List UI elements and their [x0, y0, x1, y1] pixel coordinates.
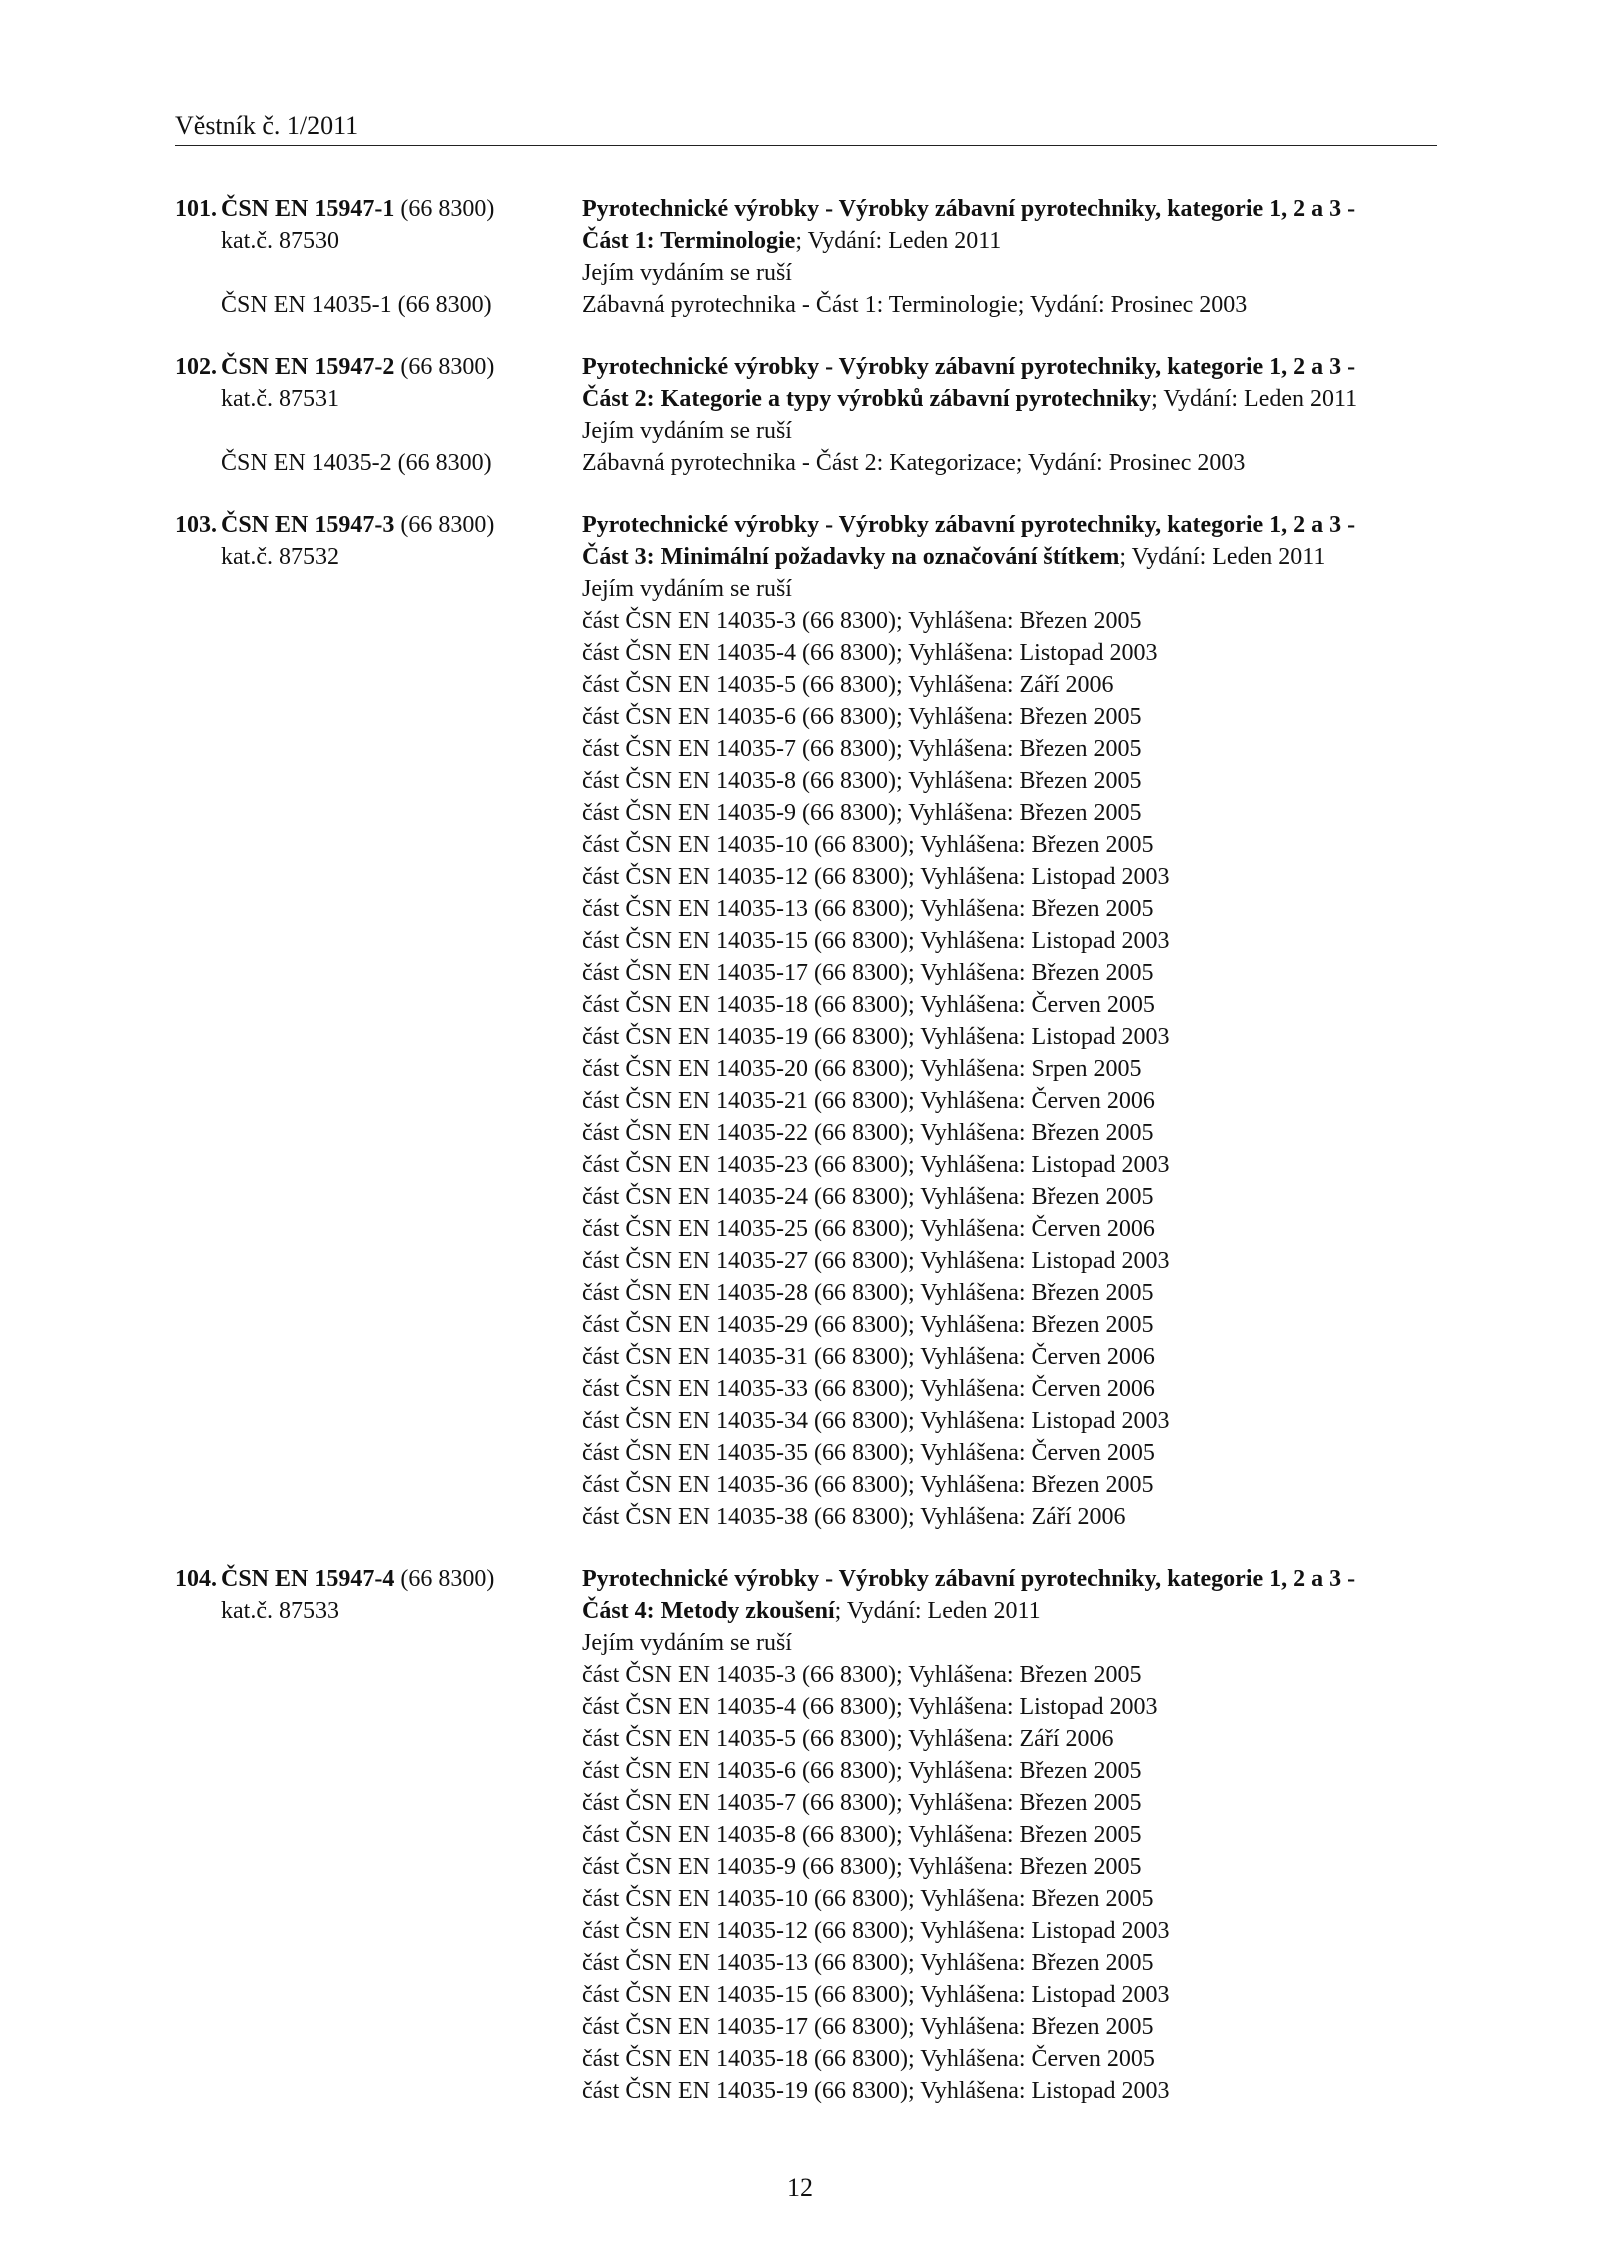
entry-identifier — [0, 1563, 582, 1595]
cancelled-part: část ČSN EN 14035-25 (66 8300); Vyhlášena: Červen 2006 — [582, 1216, 1155, 1242]
standard-title-line: Pyrotechnické výrobky - Výrobky zábavní pyrotechniky, kategorie 1, 2 a 3 - — [582, 196, 1356, 222]
standard-class: (66 8300) — [394, 512, 495, 538]
entry-number: 104. — [175, 1566, 217, 1592]
standard-code: ČSN EN 15947-4 — [221, 1566, 395, 1592]
entry-part-row — [0, 383, 1600, 415]
cancels-label: Jejím vydáním se ruší — [582, 1630, 792, 1656]
cancelled-part: část ČSN EN 14035-10 (66 8300); Vyhlášena: Březen 2005 — [582, 832, 1154, 858]
standard-entry-104 — [0, 1563, 1600, 2107]
standard-title-line: Pyrotechnické výrobky - Výrobky zábavní pyrotechniky, kategorie 1, 2 a 3 - — [582, 512, 1356, 538]
cancelled-part: část ČSN EN 14035-19 (66 8300); Vyhlášena: Listopad 2003 — [582, 1024, 1170, 1050]
cancelled-part: část ČSN EN 14035-7 (66 8300); Vyhlášena: Březen 2005 — [582, 736, 1142, 762]
entry-title-row — [0, 1563, 1600, 1595]
standard-title-line: Pyrotechnické výrobky - Výrobky zábavní pyrotechniky, kategorie 1, 2 a 3 - — [582, 1566, 1356, 1592]
cancelled-part: část ČSN EN 14035-15 (66 8300); Vyhlášena: Listopad 2003 — [582, 1982, 1170, 2008]
standard-class: (66 8300) — [394, 196, 495, 222]
entry-identifier — [0, 351, 582, 383]
cancelled-part: část ČSN EN 14035-24 (66 8300); Vyhlášena: Březen 2005 — [582, 1184, 1154, 1210]
cancelled-part: část ČSN EN 14035-22 (66 8300); Vyhlášena: Březen 2005 — [582, 1120, 1154, 1146]
page-number: 12 — [787, 2173, 813, 2202]
entry-title-row — [0, 509, 1600, 541]
entry-number: 103. — [175, 512, 217, 538]
cancelled-part: část ČSN EN 14035-4 (66 8300); Vyhlášena: Listopad 2003 — [582, 1694, 1158, 1720]
cancelled-part: část ČSN EN 14035-18 (66 8300); Vyhlášena: Červen 2005 — [582, 992, 1155, 1018]
standard-code: ČSN EN 15947-3 — [221, 512, 395, 538]
cancelled-part: část ČSN EN 14035-5 (66 8300); Vyhlášena: Září 2006 — [582, 672, 1114, 698]
cancelled-part: část ČSN EN 14035-19 (66 8300); Vyhlášena: Listopad 2003 — [582, 2078, 1170, 2104]
replaced-standard: ČSN EN 14035-1 (66 8300) — [221, 292, 492, 318]
cancelled-part: část ČSN EN 14035-8 (66 8300); Vyhlášena: Březen 2005 — [582, 1822, 1142, 1848]
replaced-row — [0, 447, 1600, 479]
standard-entry-101 — [0, 193, 1600, 321]
catalog-number: kat.č. 87533 — [221, 1598, 339, 1624]
entry-title-row — [0, 351, 1600, 383]
cancels-row — [0, 415, 1600, 447]
cancelled-part: část ČSN EN 14035-10 (66 8300); Vyhlášena: Březen 2005 — [582, 1886, 1154, 1912]
standard-class: (66 8300) — [394, 354, 495, 380]
cancelled-part: část ČSN EN 14035-18 (66 8300); Vyhlášena: Červen 2005 — [582, 2046, 1155, 2072]
cancelled-part: část ČSN EN 14035-38 (66 8300); Vyhlášena: Září 2006 — [582, 1504, 1126, 1530]
cancelled-part: část ČSN EN 14035-17 (66 8300); Vyhlášena: Březen 2005 — [582, 2014, 1154, 2040]
entry-identifier — [0, 509, 582, 541]
standard-code: ČSN EN 15947-1 — [221, 196, 395, 222]
replaced-row — [0, 289, 1600, 321]
entry-number: 101. — [175, 196, 217, 222]
issue-date: ; Vydání: Leden 2011 — [1151, 386, 1358, 412]
cancelled-part: část ČSN EN 14035-36 (66 8300); Vyhlášena: Březen 2005 — [582, 1472, 1154, 1498]
cancelled-part: část ČSN EN 14035-27 (66 8300); Vyhlášena: Listopad 2003 — [582, 1248, 1170, 1274]
cancels-row — [0, 573, 1600, 1533]
cancels-label: Jejím vydáním se ruší — [582, 260, 792, 286]
part-title: Část 4: Metody zkoušení — [582, 1598, 835, 1624]
part-title: Část 2: Kategorie a typy výrobků zábavní pyrotechniky — [582, 386, 1152, 412]
cancelled-part: část ČSN EN 14035-34 (66 8300); Vyhlášena: Listopad 2003 — [582, 1408, 1170, 1434]
cancelled-part: část ČSN EN 14035-12 (66 8300); Vyhlášena: Listopad 2003 — [582, 1918, 1170, 1944]
cancels-row — [0, 257, 1600, 289]
part-title-line — [582, 383, 1600, 415]
standard-title-line: Pyrotechnické výrobky - Výrobky zábavní pyrotechniky, kategorie 1, 2 a 3 - — [582, 354, 1356, 380]
cancelled-part: část ČSN EN 14035-23 (66 8300); Vyhlášena: Listopad 2003 — [582, 1152, 1170, 1178]
cancelled-part: část ČSN EN 14035-31 (66 8300); Vyhlášena: Červen 2006 — [582, 1344, 1155, 1370]
cancels-label: Jejím vydáním se ruší — [582, 576, 792, 602]
cancelled-part: část ČSN EN 14035-9 (66 8300); Vyhlášena: Březen 2005 — [582, 800, 1142, 826]
part-title: Část 1: Terminologie — [582, 228, 796, 254]
cancelled-part: část ČSN EN 14035-21 (66 8300); Vyhlášena: Červen 2006 — [582, 1088, 1155, 1114]
cancelled-list — [582, 573, 1600, 1533]
standards-list — [0, 193, 1600, 2137]
cancelled-part: část ČSN EN 14035-5 (66 8300); Vyhlášena: Září 2006 — [582, 1726, 1114, 1752]
standard-entry-103 — [0, 509, 1600, 1533]
catalog-number: kat.č. 87532 — [221, 544, 339, 570]
cancelled-list — [582, 1627, 1600, 2107]
cancelled-part: část ČSN EN 14035-6 (66 8300); Vyhlášena: Březen 2005 — [582, 704, 1142, 730]
cancelled-part: část ČSN EN 14035-8 (66 8300); Vyhlášena: Březen 2005 — [582, 768, 1142, 794]
cancelled-part: část ČSN EN 14035-20 (66 8300); Vyhlášena: Srpen 2005 — [582, 1056, 1142, 1082]
issue-date: ; Vydání: Leden 2011 — [795, 228, 1002, 254]
entry-identifier — [0, 193, 582, 225]
entry-number: 102. — [175, 354, 217, 380]
header-divider — [175, 145, 1437, 146]
entry-part-row — [0, 541, 1600, 573]
part-title-line — [582, 1595, 1600, 1627]
cancels-label: Jejím vydáním se ruší — [582, 418, 792, 444]
issue-date: ; Vydání: Leden 2011 — [834, 1598, 1041, 1624]
part-title: Část 3: Minimální požadavky na označování štítkem — [582, 544, 1120, 570]
standard-code: ČSN EN 15947-2 — [221, 354, 395, 380]
part-title-line — [582, 225, 1600, 257]
standard-entry-102 — [0, 351, 1600, 479]
replaced-title: Zábavná pyrotechnika - Část 1: Terminologie; Vydání: Prosinec 2003 — [582, 292, 1248, 318]
cancels-row — [0, 1627, 1600, 2107]
cancelled-part: část ČSN EN 14035-33 (66 8300); Vyhlášena: Červen 2006 — [582, 1376, 1155, 1402]
entry-part-row — [0, 1595, 1600, 1627]
catalog-number: kat.č. 87531 — [221, 386, 339, 412]
catalog-number: kat.č. 87530 — [221, 228, 339, 254]
cancelled-part: část ČSN EN 14035-3 (66 8300); Vyhlášena: Březen 2005 — [582, 608, 1142, 634]
replaced-standard: ČSN EN 14035-2 (66 8300) — [221, 450, 492, 476]
entry-title-row — [0, 193, 1600, 225]
cancelled-part: část ČSN EN 14035-13 (66 8300); Vyhlášena: Březen 2005 — [582, 896, 1154, 922]
part-title-line — [582, 541, 1600, 573]
cancelled-part: část ČSN EN 14035-6 (66 8300); Vyhlášena: Březen 2005 — [582, 1758, 1142, 1784]
cancelled-part: část ČSN EN 14035-29 (66 8300); Vyhlášena: Březen 2005 — [582, 1312, 1154, 1338]
cancelled-part: část ČSN EN 14035-35 (66 8300); Vyhlášena: Červen 2005 — [582, 1440, 1155, 1466]
cancelled-part: část ČSN EN 14035-7 (66 8300); Vyhlášena: Březen 2005 — [582, 1790, 1142, 1816]
entry-part-row — [0, 225, 1600, 257]
cancelled-part: část ČSN EN 14035-17 (66 8300); Vyhlášena: Březen 2005 — [582, 960, 1154, 986]
page-header-title: Věstník č. 1/2011 — [175, 111, 359, 140]
standard-class: (66 8300) — [394, 1566, 495, 1592]
cancelled-part: část ČSN EN 14035-9 (66 8300); Vyhlášena: Březen 2005 — [582, 1854, 1142, 1880]
issue-date: ; Vydání: Leden 2011 — [1119, 544, 1326, 570]
cancelled-part: část ČSN EN 14035-28 (66 8300); Vyhlášena: Březen 2005 — [582, 1280, 1154, 1306]
cancelled-part: část ČSN EN 14035-12 (66 8300); Vyhlášena: Listopad 2003 — [582, 864, 1170, 890]
cancelled-part: část ČSN EN 14035-13 (66 8300); Vyhlášena: Březen 2005 — [582, 1950, 1154, 1976]
replaced-title: Zábavná pyrotechnika - Část 2: Kategorizace; Vydání: Prosinec 2003 — [582, 450, 1246, 476]
cancelled-part: část ČSN EN 14035-3 (66 8300); Vyhlášena: Březen 2005 — [582, 1662, 1142, 1688]
cancelled-part: část ČSN EN 14035-15 (66 8300); Vyhlášena: Listopad 2003 — [582, 928, 1170, 954]
cancelled-part: část ČSN EN 14035-4 (66 8300); Vyhlášena: Listopad 2003 — [582, 640, 1158, 666]
